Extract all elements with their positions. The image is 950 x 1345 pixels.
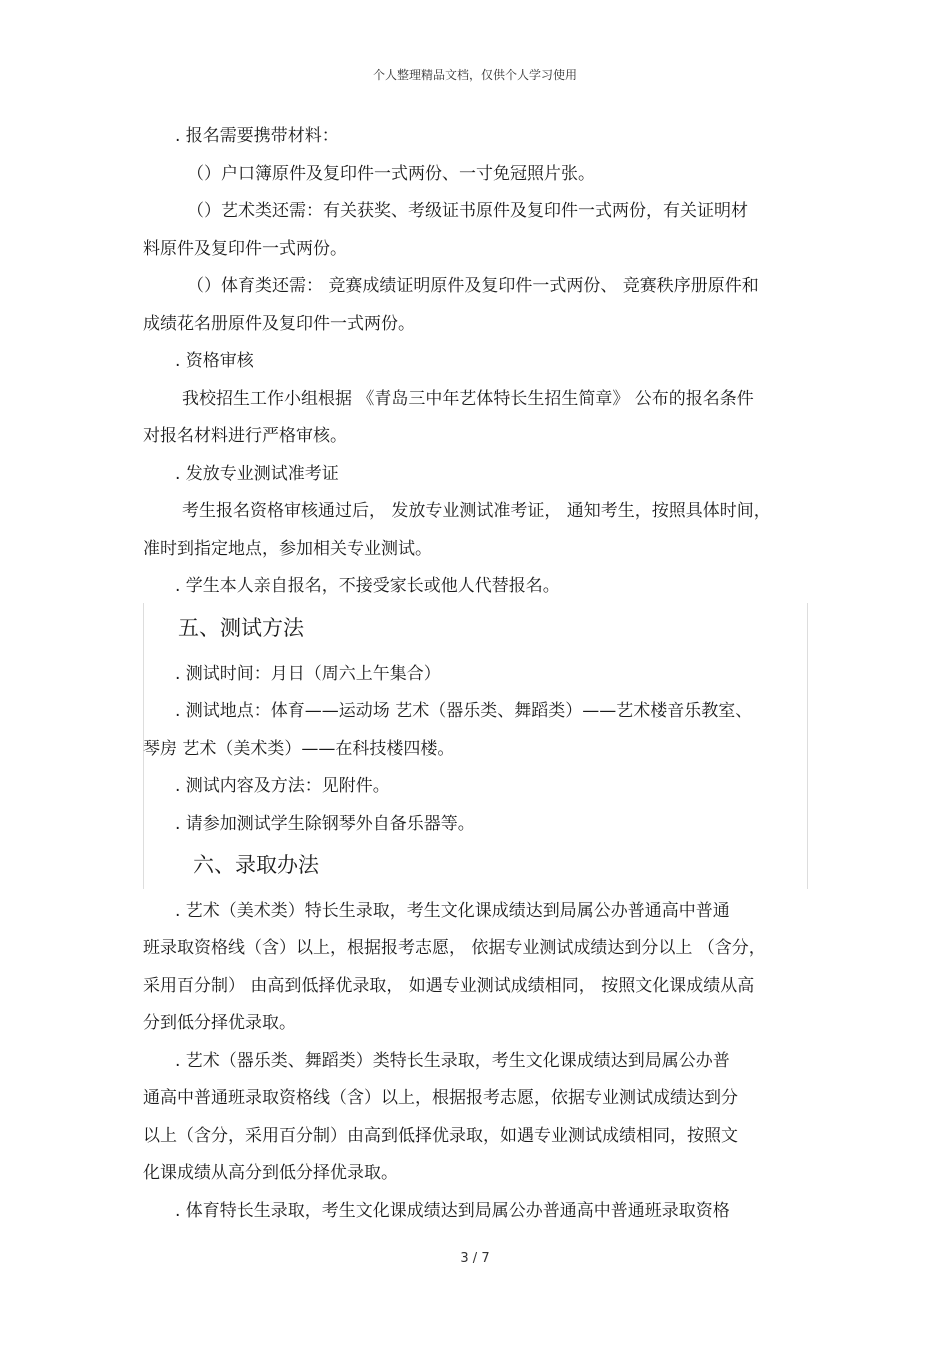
paragraph-line: （）艺术类还需：有关获奖、考级证书原件及复印件一式两份，有关证明材: [187, 201, 748, 221]
paragraph-line: 分到低分择优录取。: [143, 1013, 296, 1033]
section-title-admission: 六、录取办法: [193, 853, 319, 877]
paragraph-line: . 艺术（美术类）特长生录取，考生文化课成绩达到局属公办普通高中普通: [175, 901, 730, 921]
paragraph-line: . 体育特长生录取，考生文化课成绩达到局属公办普通高中普通班录取资格: [175, 1201, 730, 1221]
paragraph-line: . 测试内容及方法：见附件。: [175, 776, 390, 796]
paragraph-line: . 艺术（器乐类、舞蹈类）类特长生录取，考生文化课成绩达到局属公办普: [175, 1051, 730, 1071]
paragraph-line: 通高中普通班录取资格线（含）以上，根据报考志愿，依据专业测试成绩达到分: [143, 1088, 738, 1108]
paragraph-line: . 请参加测试学生除钢琴外自备乐器等。: [175, 814, 475, 834]
paragraph-line: 采用百分制） 由高到低择优录取， 如遇专业测试成绩相同， 按照文化课成绩从高: [143, 976, 755, 996]
paragraph-line: 考生报名资格审核通过后， 发放专业测试准考证， 通知考生，按照具体时间，: [182, 501, 771, 521]
paragraph-line: （）户口簿原件及复印件一式两份、一寸免冠照片张。: [187, 164, 595, 184]
paragraph-line: 琴房 艺术（美术类）——在科技楼四楼。: [143, 739, 455, 759]
paragraph-line: . 资格审核: [175, 351, 254, 371]
paragraph-line: 班录取资格线（含）以上，根据报考志愿， 依据专业测试成绩达到分以上 （含分，: [143, 938, 766, 958]
paragraph-line: . 测试地点：体育——运动场 艺术（器乐类、舞蹈类）——艺术楼音乐教室、: [175, 701, 753, 721]
paragraph-line: 对报名材料进行严格审核。: [143, 426, 347, 446]
paragraph-line: （）体育类还需： 竞赛成绩证明原件及复印件一式两份、 竞赛秩序册原件和: [187, 276, 759, 296]
paragraph-line: 以上（含分，采用百分制）由高到低择优录取，如遇专业测试成绩相同，按照文: [143, 1126, 738, 1146]
paragraph-line: 化课成绩从高分到低分择优录取。: [143, 1163, 398, 1183]
paragraph-line: 准时到指定地点，参加相关专业测试。: [143, 539, 432, 559]
paragraph-line: 料原件及复印件一式两份。: [143, 239, 347, 259]
paragraph-line: 成绩花名册原件及复印件一式两份。: [143, 314, 415, 334]
paragraph-line: . 测试时间：月日（周六上午集合）: [175, 664, 441, 684]
page-header: 个人整理精品文档，仅供个人学习使用: [372, 68, 577, 82]
section-title-testing-method: 五、测试方法: [178, 616, 304, 640]
paragraph-line: 我校招生工作小组根据 《青岛三中年艺体特长生招生简章》 公布的报名条件: [182, 389, 754, 409]
paragraph-line: . 发放专业测试准考证: [175, 464, 339, 484]
paragraph-line: . 报名需要携带材料：: [175, 126, 339, 146]
page-number: 3 / 7: [460, 1251, 490, 1266]
paragraph-line: . 学生本人亲自报名，不接受家长或他人代替报名。: [175, 576, 560, 596]
